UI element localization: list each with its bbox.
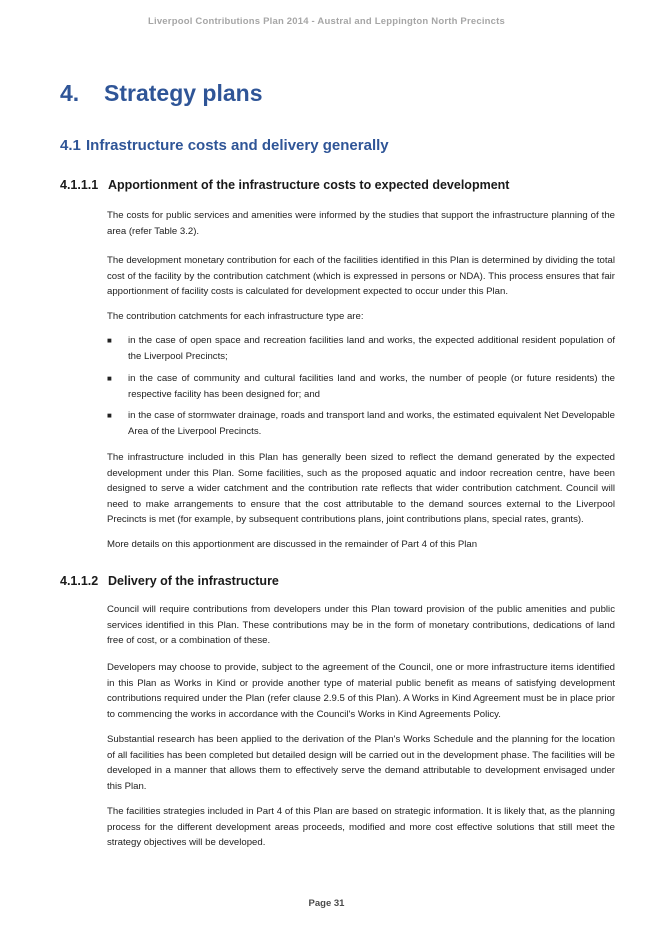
paragraph: The contribution catchments for each infrastructure type are: bbox=[107, 311, 364, 322]
chapter-heading bbox=[60, 80, 263, 107]
section-heading bbox=[60, 137, 389, 154]
paragraph: Developers may choose to provide, subject to the agreement of the Council, one or more infrastructure items identified in this Plan as Works in Kind or provide another type of material public benefit as means of satisfying development contributions required under the Plan (refer clause 2.9.5 of this Plan). A Works in Kind Agreement must be in place prior to commencing the works in accordance with the Council's Works in Kind Agreements Policy. bbox=[107, 662, 615, 720]
bullet-icon: ■ bbox=[107, 411, 112, 420]
section-title: Infrastructure costs and delivery generally bbox=[86, 137, 389, 154]
subsection-heading-apportionment bbox=[60, 178, 509, 192]
page-number: Page 31 bbox=[308, 898, 345, 909]
paragraph: The development monetary contribution for each of the facilities identified in this Plan is determined by dividing the total cost of the facility by the contribution catchment (which is expressed in persons or NDA). This process ensures that fair apportionment of facility costs is calculated for development expected to occur under this Plan. bbox=[107, 255, 615, 297]
subsection-heading-delivery bbox=[60, 574, 279, 588]
list-item: ■ in the case of community and cultural facilities land and works, the number of people (or future residents) the respective facility has been designed for; and bbox=[107, 371, 615, 402]
running-header: Liverpool Contributions Plan 2014 - Austral and Leppington North Precincts bbox=[147, 16, 505, 27]
bullet-icon: ■ bbox=[107, 374, 112, 383]
paragraph: The infrastructure included in this Plan has generally been sized to reflect the demand generated by the expected development under this Plan. Some facilities, such as the proposed aquatic and indoor recreation centre, have been designed to serve a wider catchment and the contribution rate reflects that wider contribution catchment. Council will need to make arrangements to ensure that the cost attributable to the demand sources external to the Liverpool Precincts is met (for example, by subsequent contributions plans, joint contributions plans, special rates, grants). bbox=[107, 452, 615, 525]
list-item: ■ in the case of stormwater drainage, roads and transport land and works, the estimated equivalent Net Developable Area of the Liverpool Precincts. bbox=[107, 408, 615, 439]
list-item: ■ in the case of open space and recreation facilities land and works, the expected additional resident population of the Liverpool Precincts; bbox=[107, 333, 615, 364]
subsection-title: Delivery of the infrastructure bbox=[108, 574, 279, 588]
paragraph: More details on this apportionment are discussed in the remainder of Part 4 of this Plan bbox=[107, 539, 478, 550]
paragraph: Substantial research has been applied to the derivation of the Plan's Works Schedule and the planning for the location of all facilities has been completed but detailed design will be carried out in the development phase. The facilities will be developed in a manner that allows them to effectively serve the demand attributable to development envisaged under this Plan. bbox=[107, 734, 615, 792]
chapter-title: Strategy plans bbox=[104, 80, 263, 106]
paragraph: Council will require contributions from developers under this Plan toward provision of the public amenities and public services identified in this Plan. These contributions may be in the form of monetary contributions, dedications of land free of cost, or a combination of these. bbox=[107, 604, 615, 646]
paragraph: The costs for public services and amenities were informed by the studies that support the infrastructure planning of the area (refer Table 3.2). bbox=[107, 210, 615, 237]
paragraph: The facilities strategies included in Part 4 of this Plan are based on strategic information. It is likely that, as the planning process for the different development areas proceeds, modified and more cost effective solutions that still meet the strategy objectives will be developed. bbox=[107, 806, 615, 848]
chapter-number: 4. bbox=[60, 80, 80, 106]
subsection-number: 4.1.1.2 bbox=[60, 574, 99, 588]
section-number: 4.1 bbox=[60, 137, 81, 154]
bullet-icon: ■ bbox=[107, 336, 112, 345]
subsection-title: Apportionment of the infrastructure costs to expected development bbox=[108, 178, 510, 192]
subsection-number: 4.1.1.1 bbox=[60, 178, 99, 192]
